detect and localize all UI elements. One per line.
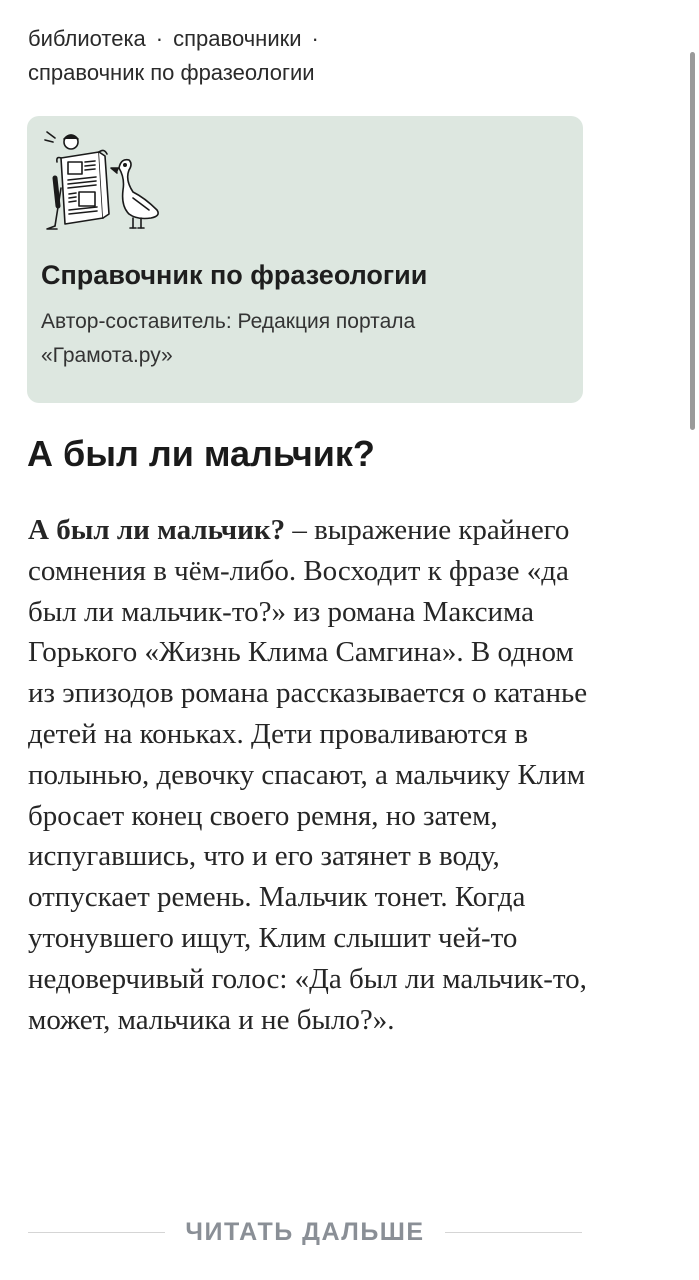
reference-card[interactable]: [27, 116, 583, 403]
card-author: Автор-составитель: Редакция портала «Грамота.ру»: [41, 310, 416, 367]
divider-line-right: [445, 1232, 582, 1233]
breadcrumb-library-link[interactable]: библиотека: [28, 26, 146, 51]
breadcrumb-phraseology-link[interactable]: справочник по фразеологии: [28, 60, 315, 85]
scrollbar[interactable]: [690, 52, 695, 430]
breadcrumb-references-link[interactable]: справочники: [173, 26, 302, 51]
man-reading-newspaper-with-goose-icon: [41, 128, 171, 238]
entry-title: А был ли мальчик?: [27, 433, 375, 474]
entry-definition: – выражение крайнего сомнения в чём-либо. Восходит к фразе «да был ли мальчик-то?» из романа Максима Горького «Жизнь Клима Самгина». В одном из эпизодов романа рассказывается о катанье детей на коньках. Дети проваливаются в полынью, девочку спасают, а мальчику Клим бросает конец своего ремня, но затем, испугавшись, что и его затянет в воду, отпускает ремень. Мальчик тонет. Когда утонувшего ищут, Клим слышит чей-то недоверчивый голос: «Да был ли мальчик-то, может, мальчика и не было?».: [28, 514, 588, 1036]
entry-term: А был ли мальчик?: [28, 514, 286, 546]
entry-body: [28, 510, 588, 1040]
read-more-button[interactable]: ЧИТАТЬ ДАЛЬШЕ: [185, 1217, 425, 1246]
read-more-divider: [28, 1212, 582, 1252]
breadcrumb-separator: ·: [311, 26, 319, 51]
divider-line-left: [28, 1232, 165, 1233]
breadcrumb-separator: ·: [155, 26, 164, 51]
card-title: Справочник по фразеологии: [41, 260, 428, 290]
breadcrumb: [28, 22, 588, 90]
